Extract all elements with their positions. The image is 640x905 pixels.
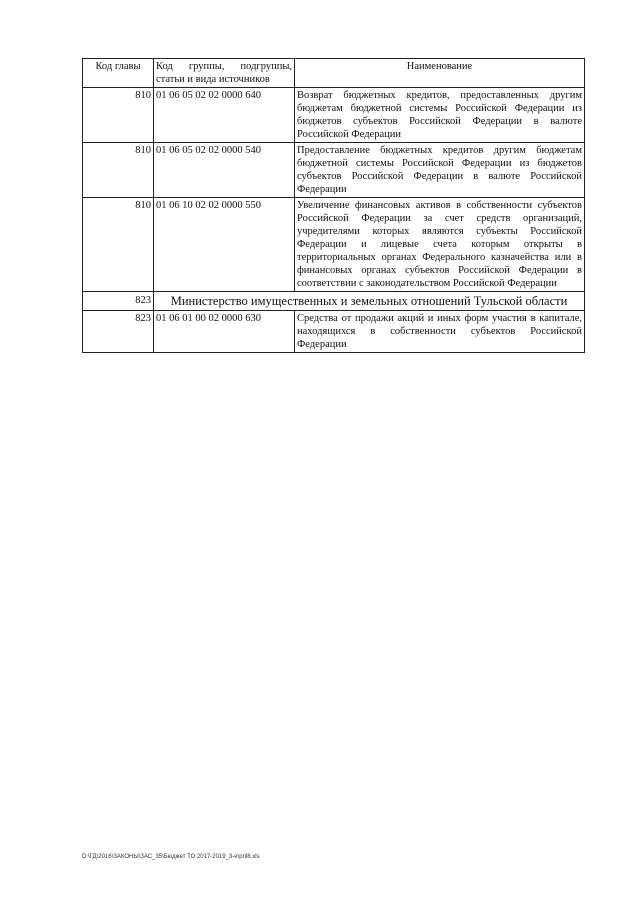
cell-chapter-code: 823: [83, 292, 154, 311]
cell-name: Увеличение финансовых активов в собственности субъектов Российской Федерации за счет средств организаций, учредителями которых являются субъекты Российской Федерации и лицевые счета которым открыты в территориальных органах Федерального казначейства или в финансовых органах субъектов Российской Федерации в соответствии с законодательством Российской Федерации: [295, 198, 585, 292]
cell-name: Возврат бюджетных кредитов, предоставленных другим бюджетам бюджетной системы Российской Федерации из бюджетов субъектов Российской Федерации в валюте Российской Федерации: [295, 88, 585, 143]
ministry-title: Министерство имущественных и земельных отношений Тульской области: [154, 292, 585, 311]
cell-source-code: 01 06 05 02 02 0000 640: [154, 88, 295, 143]
header-chapter-code: Код главы: [83, 59, 154, 88]
cell-chapter-code: 810: [83, 88, 154, 143]
cell-source-code: 01 06 05 02 02 0000 540: [154, 143, 295, 198]
header-name: Наименование: [295, 59, 585, 88]
budget-sources-table: [82, 58, 585, 353]
ministry-row: [83, 292, 585, 311]
cell-source-code: 01 06 01 00 02 0000 630: [154, 311, 295, 353]
table-row: [83, 88, 585, 143]
table-header-row: [83, 59, 585, 88]
table-row: [83, 143, 585, 198]
cell-source-code: 01 06 10 02 02 0000 550: [154, 198, 295, 292]
cell-chapter-code: 823: [83, 311, 154, 353]
header-group-code: Код группы, подгруппы, статьи и вида источников: [154, 59, 295, 88]
cell-chapter-code: 810: [83, 143, 154, 198]
cell-chapter-code: 810: [83, 198, 154, 292]
cell-name: Средства от продажи акций и иных форм участия в капитале, находящихся в собственности субъектов Российской Федерации: [295, 311, 585, 353]
table-row: [83, 198, 585, 292]
table-row: [83, 311, 585, 353]
file-path-footer: D:\ГД\2016\ЗАКОНЫ\ЗАС_35\Бюджет ТО 2017-2019_3-е\pril8.xls: [82, 854, 260, 860]
cell-name: Предоставление бюджетных кредитов другим бюджетам бюджетной системы Российской Федерации из бюджетов субъектов Российской Федерации в валюте Российской Федерации: [295, 143, 585, 198]
